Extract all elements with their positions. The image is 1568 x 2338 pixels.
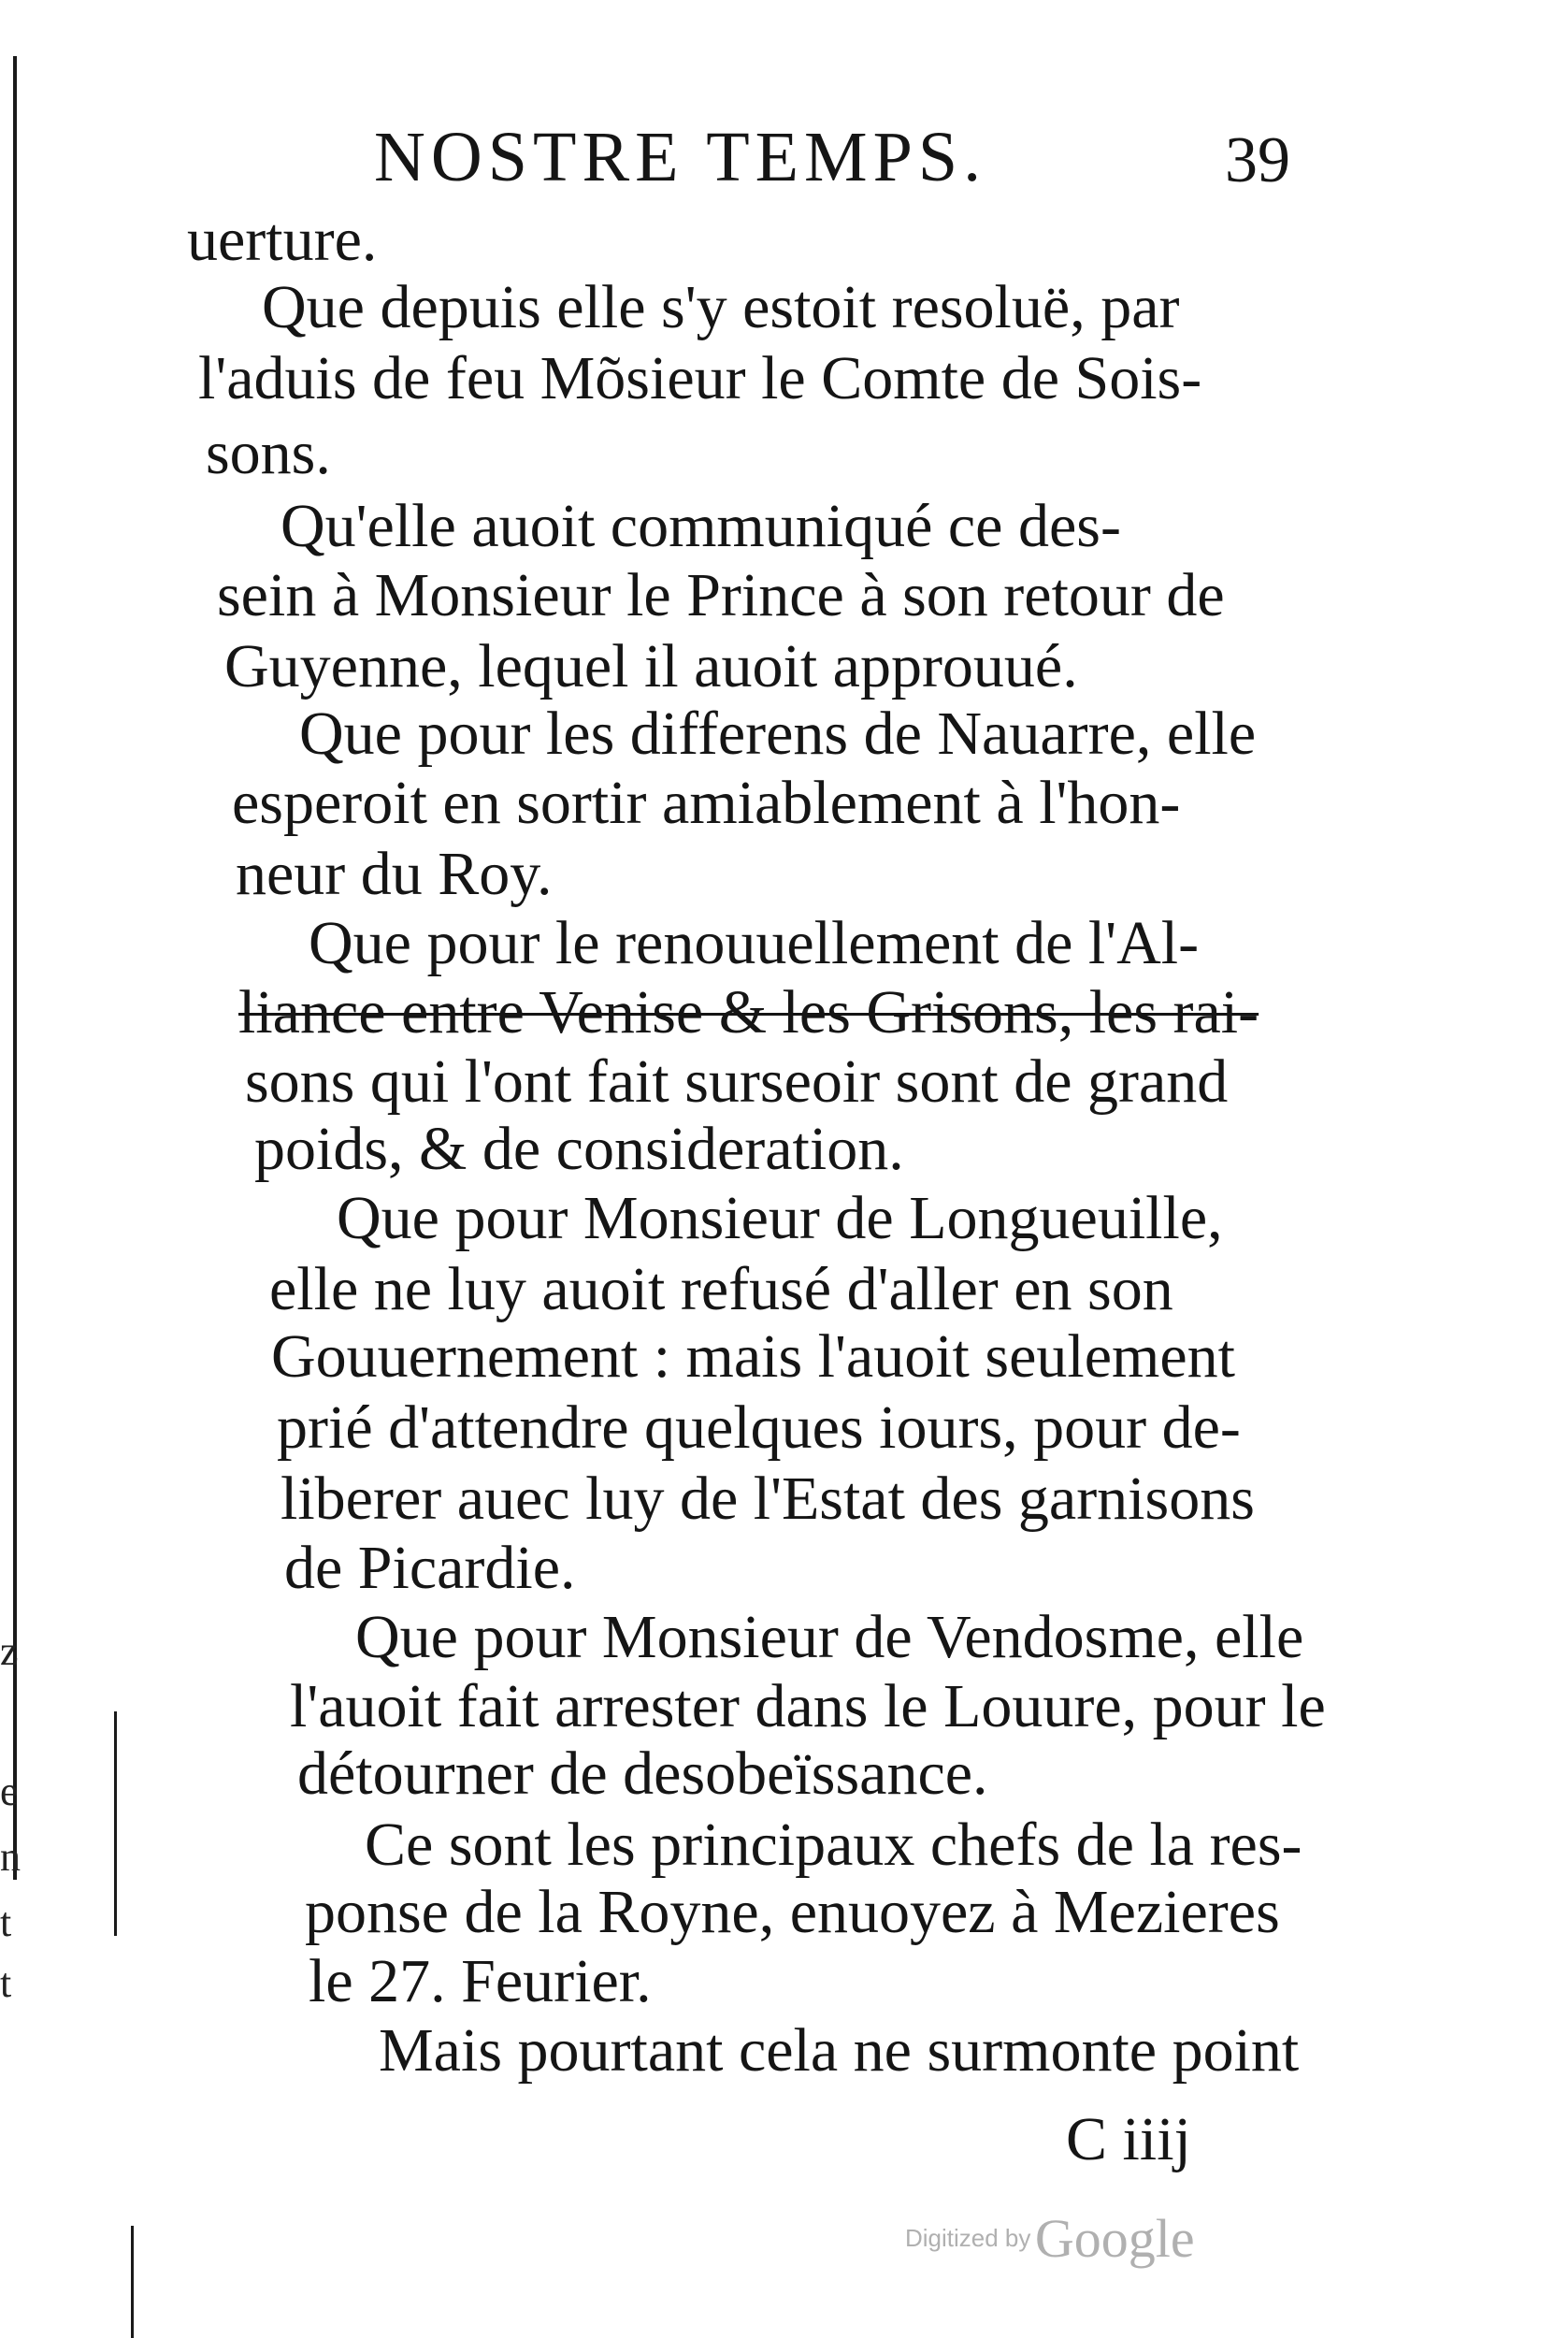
text-line: elle ne luy auoit refusé d'aller en son — [269, 1255, 1173, 1323]
text-line: sons. — [206, 419, 331, 487]
text-line: sons qui l'ont fait surseoir sont de grand — [245, 1047, 1229, 1116]
text-line: Ce sont les principaux chefs de la res- — [365, 1811, 1302, 1879]
text-line: ponse de la Royne, enuoyez à Mezieres — [305, 1878, 1280, 1946]
text-line: le 27. Feurier. — [309, 1947, 652, 2015]
text-line: Que pour Monsieur de Longueuille, — [337, 1184, 1223, 1252]
text-line: l'auoit fait arrester dans le Louure, pour le — [290, 1672, 1326, 1740]
text-line: neur du Roy. — [236, 840, 553, 908]
edge-letter: z — [0, 1628, 19, 1674]
text-line: Que depuis elle s'y estoit resoluë, par — [262, 273, 1180, 341]
text-line: sein à Monsieur le Prince à son retour de — [217, 561, 1225, 629]
text-line: Gouuernement : mais l'auoit seulement — [271, 1322, 1235, 1391]
text-line: Mais pourtant cela ne surmonte point — [379, 2016, 1300, 2085]
gutter-mark-lower — [131, 2226, 134, 2338]
edge-letter: e — [0, 1768, 19, 1814]
signature-mark: C iiij — [1066, 2105, 1191, 2173]
edge-letter: t — [0, 1899, 12, 1945]
text-line: l'aduis de feu Mõsieur le Comte de Sois- — [198, 344, 1202, 412]
text-line: liberer auec luy de l'Estat des garnisons — [281, 1465, 1255, 1533]
text-line-struck: liance entre Venise & les Grisons, les rai- — [238, 978, 1259, 1046]
text-line: Que pour Monsieur de Vendosme, elle — [355, 1603, 1304, 1671]
text-line: Que pour les differens de Nauarre, elle — [299, 700, 1257, 768]
text-line: poids, & de consideration. — [254, 1115, 904, 1183]
google-logo: Google — [1034, 2208, 1195, 2269]
edge-letter: t — [0, 1960, 12, 2006]
text-line: uerture. — [187, 206, 378, 274]
text-line: prié d'attendre quelques iours, pour de- — [277, 1393, 1241, 1462]
text-line: Qu'elle auoit communiqué ce des- — [281, 492, 1121, 560]
text-line: Guyenne, lequel il auoit approuué. — [224, 632, 1078, 700]
edge-letter: n — [0, 1834, 21, 1880]
text-line: de Picardie. — [284, 1534, 576, 1602]
running-title: NOSTRE TEMPS. — [374, 118, 987, 196]
text-line: esperoit en sortir amiablement à l'hon- — [232, 769, 1181, 837]
gutter-mark-mid — [114, 1711, 117, 1936]
gutter-edge-line — [13, 56, 17, 1880]
digitization-watermark — [905, 2207, 1195, 2270]
text-line: détourner de desobeïssance. — [297, 1739, 988, 1808]
text-line: Que pour le renouuellement de l'Al- — [309, 909, 1200, 977]
watermark-prefix: Digitized by — [905, 2224, 1031, 2252]
page-number: 39 — [1225, 124, 1290, 196]
